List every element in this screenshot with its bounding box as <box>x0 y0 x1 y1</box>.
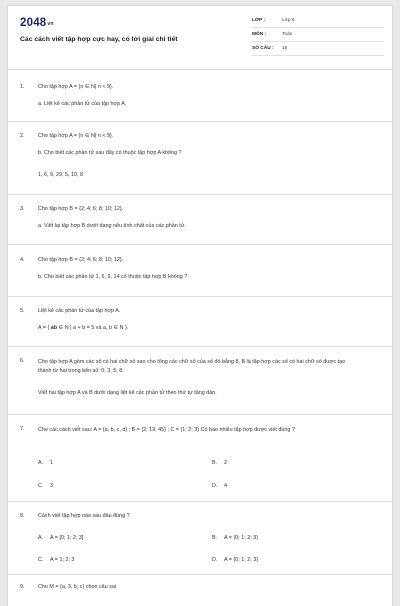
meta-row-class <box>252 14 384 28</box>
divider <box>8 346 392 347</box>
question-subtext: Viết hai tập hợp A và B dưới dạng liệt kê các phần tử theo thứ tự tăng dần. <box>38 390 217 396</box>
question-text: Cho tập hợp B = {2; 4; 6; 8; 10; 12}. <box>38 206 124 212</box>
option-b[interactable]: B. A = (0; 1; 2; 3) <box>212 535 259 541</box>
overline-ab: ab <box>50 325 58 331</box>
meta-label: SỐ CÂU : <box>252 46 274 51</box>
question-text: Cho các cách viết sau: A = {a, b, c, d} ; B = {2; 13; 45} ; C = (1; 2; 3) Có bao nhiêu tập hợp được viết đúng ? <box>38 427 295 433</box>
question-number: 4. <box>20 257 25 263</box>
divider <box>8 121 392 122</box>
question-number: 3. <box>20 206 25 212</box>
question-text: Cho tập hợp A gồm các số có hai chữ số sao cho tổng các chữ số của số đó bằng 8, B là tập hợp các số có hai chữ số được tạo thành từ hai trong bốn số: 0; 3; 5; 8. <box>38 359 346 374</box>
question-text: Liệt kê các phần tử của tập hợp A. <box>38 308 121 314</box>
document-page <box>8 6 392 606</box>
option-a[interactable]: A. 1 <box>38 460 53 466</box>
question-values: 1, 6, 9, 29, 5, 10, 8 <box>38 172 83 178</box>
question-formula: A = { ab ∈ N | a + b = 5 và a, b ∈ N }. <box>38 325 129 331</box>
meta-table <box>252 14 384 56</box>
question-text: Cho tập hợp A = {n ∈ N| n < 9}. <box>38 84 114 90</box>
divider <box>8 414 392 415</box>
divider <box>8 296 392 297</box>
divider <box>8 574 392 575</box>
document-header <box>8 6 392 70</box>
question-text: Cho tập hợp B = {2; 4; 6; 8; 10; 12}. <box>38 257 124 263</box>
document-title: Các cách viết tập hợp cực hay, có lời giải chi tiết <box>20 36 178 43</box>
option-d[interactable]: D. 4 <box>212 483 227 489</box>
question-subtext: a. Viết lại tập hợp B dưới dạng nêu tính chất của các phần tử. <box>38 223 186 229</box>
question-text: Cho M = {a, 3, b, c} chọn câu sai <box>38 584 117 590</box>
meta-value: Lớp 6 <box>282 18 295 23</box>
question-number: 2. <box>20 133 25 139</box>
meta-value: Toán <box>282 32 293 37</box>
logo-suffix: vn <box>47 21 54 27</box>
question-number: 5. <box>20 308 25 314</box>
option-b[interactable]: B. 2 <box>212 460 227 466</box>
question-number: 8. <box>20 513 25 519</box>
question-number: 1. <box>20 84 25 90</box>
question-subtext: a. Liệt kê các phần tử của tập hợp A. <box>38 101 127 107</box>
meta-label: LỚP : <box>252 18 266 23</box>
meta-value: 16 <box>282 46 288 51</box>
option-d[interactable]: D. A = {0; 1; 2; 3} <box>212 557 259 563</box>
divider <box>8 194 392 195</box>
divider <box>8 244 392 245</box>
option-a[interactable]: A. A = [0; 1; 2; 3] <box>38 535 84 541</box>
site-logo[interactable]: 2048vn <box>20 17 54 29</box>
divider <box>8 501 392 502</box>
question-subtext: b. Cho biết các phần tử sau đây có thuộc tập hợp A không ? <box>38 150 182 156</box>
question-text: Cho tập hợp A = {n ∈ N| n < 9}. <box>38 133 114 139</box>
meta-label: MÔN : <box>252 32 267 37</box>
question-text: Cách viết tập hợp nào sau đâu đúng ? <box>38 513 130 519</box>
question-number: 6. <box>20 358 25 364</box>
question-number: 9. <box>20 584 25 590</box>
question-number: 7. <box>20 426 25 432</box>
meta-row-subject <box>252 28 384 42</box>
option-c[interactable]: C. A = 1; 2; 3 <box>38 557 75 563</box>
meta-row-count <box>252 42 384 56</box>
question-subtext: b. Cho biết các phần tử 1, 6, 9, 14 có thuộc tập hợp B không ? <box>38 274 188 280</box>
option-c[interactable]: C. 3 <box>38 483 53 489</box>
